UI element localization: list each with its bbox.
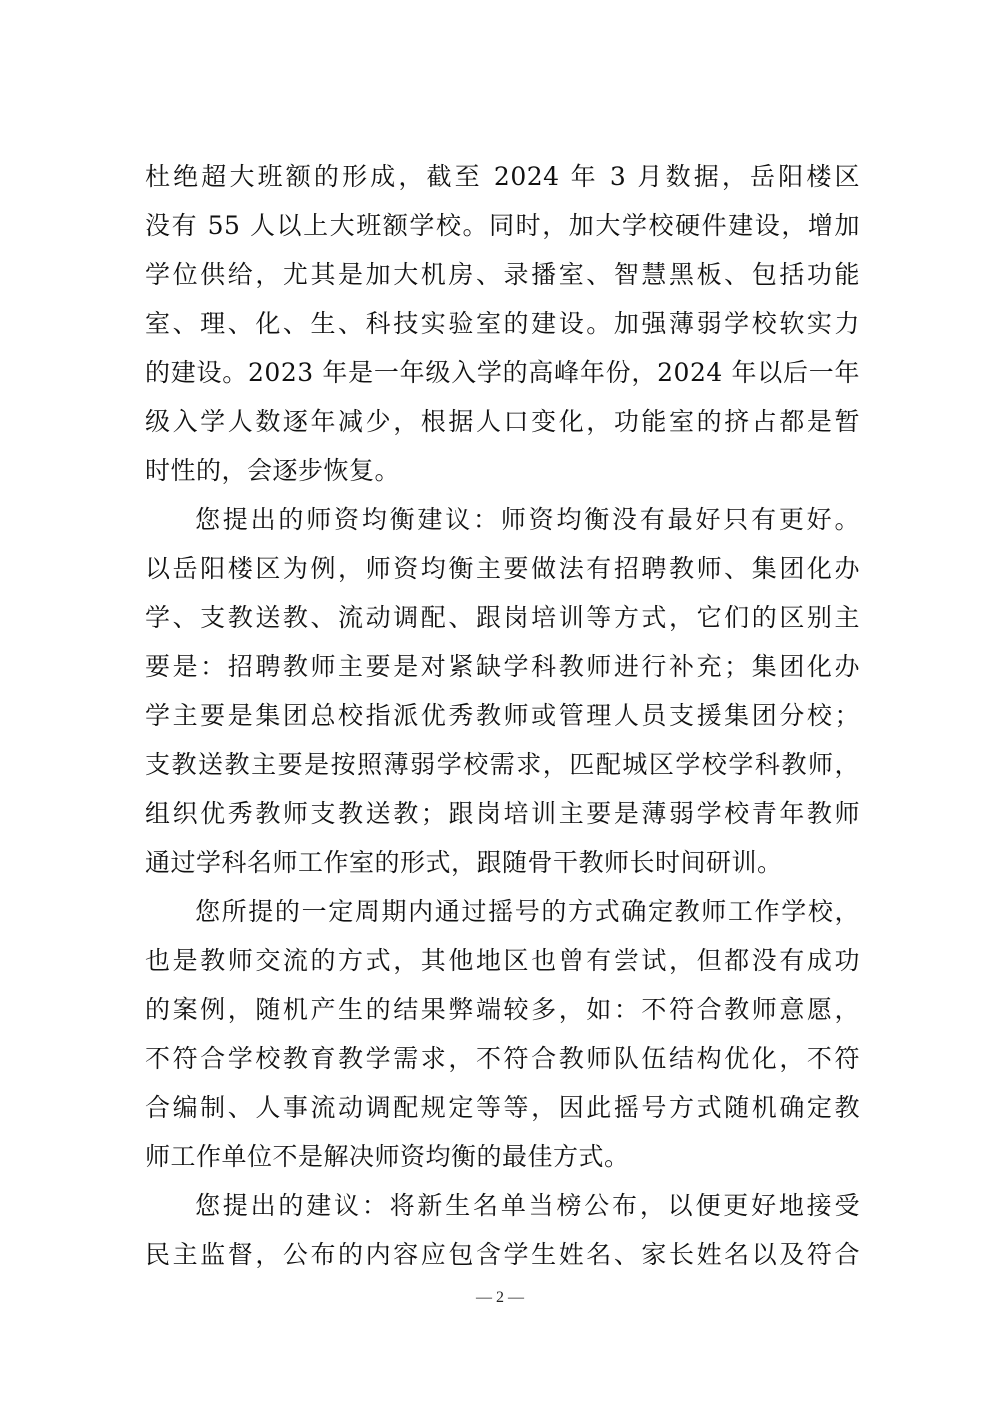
paragraph-lottery: [145, 887, 860, 1181]
text-line: 的案例，随机产生的结果弊端较多，如：不符合教师意愿，: [145, 995, 860, 1024]
text-line: 您提出的师资均衡建议：师资均衡没有最好只有更好。: [195, 505, 860, 534]
text-line: 的建设。2023 年是一年级入学的高峰年份，2024 年以后一年: [145, 358, 860, 387]
text-line: 学、支教送教、流动调配、跟岗培训等方式，它们的区别主: [145, 603, 860, 632]
text-line: 时性的，会逐步恢复。: [145, 456, 401, 485]
text-line: 也是教师交流的方式，其他地区也曾有尝试，但都没有成功: [145, 946, 860, 975]
text-line: 学位供给，尤其是加大机房、录播室、智慧黑板、包括功能: [145, 260, 860, 289]
text-line: 民主监督，公布的内容应包含学生姓名、家长姓名以及符合: [145, 1240, 860, 1269]
text-line: 室、理、化、生、科技实验室的建设。加强薄弱学校软实力: [145, 309, 860, 338]
text-line: 组织优秀教师支教送教；跟岗培训主要是薄弱学校青年教师: [145, 799, 860, 828]
text-line: 级入学人数逐年减少，根据人口变化，功能室的挤占都是暂: [145, 407, 860, 436]
text-line: 通过学科名师工作室的形式，跟随骨干教师长时间研训。: [145, 848, 783, 877]
paragraph-student-list: [145, 1181, 860, 1279]
paragraph-class-size: [145, 152, 860, 495]
text-line: 支教送教主要是按照薄弱学校需求，匹配城区学校学科教师，: [145, 750, 860, 779]
page-number: — 2 —: [476, 1289, 524, 1306]
text-line: 以岳阳楼区为例，师资均衡主要做法有招聘教师、集团化办: [145, 554, 860, 583]
body-text: [145, 152, 860, 1279]
text-line: 没有 55 人以上大班额学校。同时，加大学校硬件建设，增加: [145, 211, 860, 240]
text-line: 杜绝超大班额的形成，截至 2024 年 3 月数据，岳阳楼区: [145, 162, 860, 191]
text-line: 您所提的一定周期内通过摇号的方式确定教师工作学校，: [195, 897, 860, 926]
text-line: 学主要是集团总校指派优秀教师或管理人员支援集团分校；: [145, 701, 860, 730]
text-line: 您提出的建议：将新生名单当榜公布，以便更好地接受: [195, 1191, 860, 1220]
paragraph-teacher-balance: [145, 495, 860, 887]
text-line: 不符合学校教育教学需求，不符合教师队伍结构优化，不符: [145, 1044, 860, 1073]
text-line: 要是：招聘教师主要是对紧缺学科教师进行补充；集团化办: [145, 652, 860, 681]
text-line: 合编制、人事流动调配规定等等，因此摇号方式随机确定教: [145, 1093, 860, 1122]
text-line: 师工作单位不是解决师资均衡的最佳方式。: [145, 1142, 630, 1171]
